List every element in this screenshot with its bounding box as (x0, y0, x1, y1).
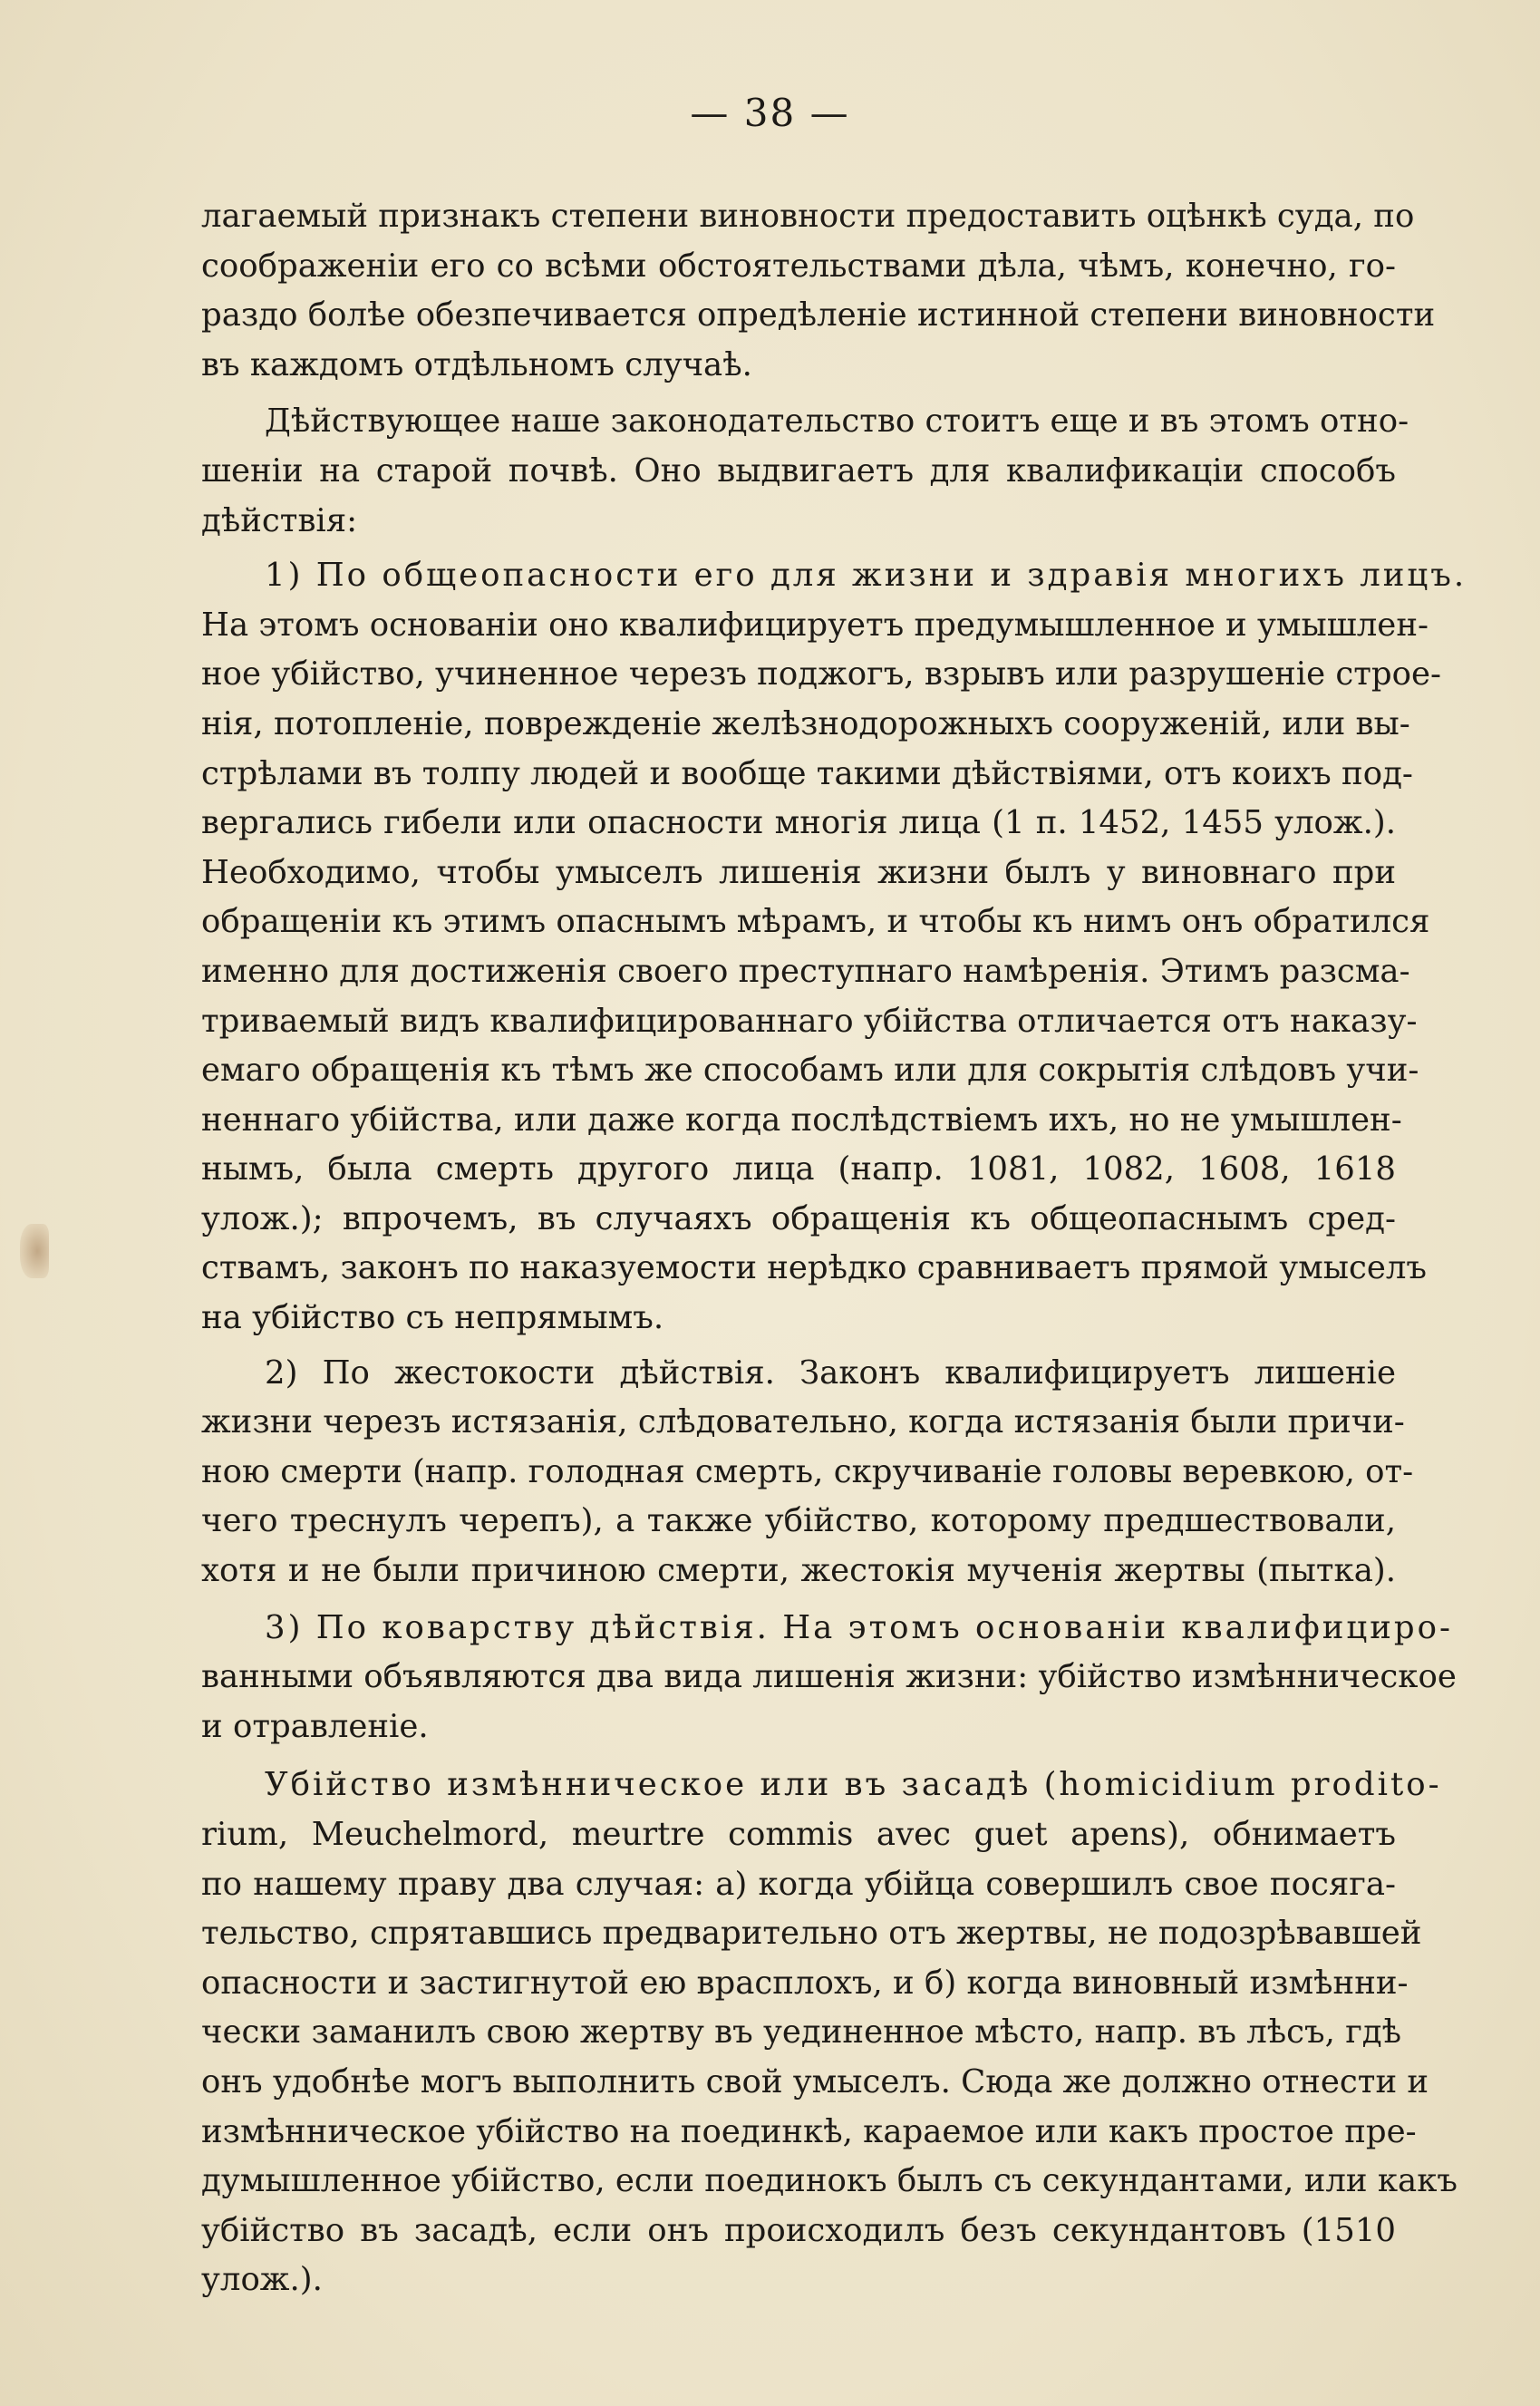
text-line: rium, Meuchelmord, meurtre commis avec guet apens), обнимаетъ (201, 1816, 1396, 1853)
text-line: хотя и не были причиною смерти, жестокія мученія жертвы (пытка). (201, 1552, 1396, 1590)
text-line: раздо болѣе обезпечивается опредѣленіе истинной степени виновности (201, 296, 1436, 335)
text-line: ною смерти (напр. голодная смерть, скручиваніе головы веревкою, от- (201, 1452, 1414, 1490)
text-line: чески заманилъ свою жертву въ уединенное мѣсто, напр. въ лѣсъ, гдѣ (201, 2013, 1402, 2052)
text-line: измѣнническое убійство на поединкѣ, караемое или какъ простое пре- (201, 2112, 1417, 2150)
text-line: жизни черезъ истязанія, слѣдовательно, когда истязанія были причи- (201, 1403, 1405, 1441)
text-line: опасности и застигнутой ею врасплохъ, и б) когда виновный измѣнни- (201, 1964, 1409, 2002)
text-line: стрѣлами въ толпу людей и вообще такими дѣйствіями, отъ коихъ под- (201, 754, 1413, 792)
text-line: шеніи на старой почвѣ. Оно выдвигаетъ для квалификаціи способъ (201, 451, 1396, 490)
text-line: обращеніи къ этимъ опаснымъ мѣрамъ, и чтобы къ нимъ онъ обратился (201, 903, 1430, 941)
text-line: соображеніи его со всѣми обстоятельствами дѣла, чѣмъ, конечно, го- (201, 247, 1396, 285)
text-line: На этомъ основаніи оно квалифицируетъ предумышленное и умышлен- (201, 606, 1429, 644)
paragraph-gap (201, 1751, 1396, 1761)
text-line: Необходимо, чтобы умыселъ лишенія жизни былъ у виновнаго при (201, 853, 1396, 891)
text-line: нымъ, была смерть другого лица (напр. 1081, 1082, 1608, 1618 (201, 1150, 1396, 1188)
text-line: чего треснулъ черепъ), а также убійство, которому предшествовали, (201, 1502, 1396, 1540)
text-line: Дѣйствующее наше законодательство стоитъ еще и въ этомъ отно- (265, 403, 1409, 441)
text-line: улож.); впрочемъ, въ случаяхъ обращенія къ общеопаснымъ сред- (201, 1199, 1396, 1237)
text-line: 1) По общеопасности его для жизни и здравія многихъ лицъ. (265, 557, 1467, 595)
text-line: 3) По коварству дѣйствія. На этомъ основаніи квалифициро- (265, 1608, 1453, 1646)
text-line: ное убійство, учиненное черезъ поджогъ, взрывъ или разрушеніе строе- (201, 655, 1441, 694)
text-line: лагаемый признакъ степени виновности предоставить оцѣнкѣ суда, по (201, 198, 1415, 235)
text-line: вергались гибели или опасности многія лица (1 п. 1452, 1455 улож.). (201, 804, 1396, 842)
text-line: по нашему праву два случая: а) когда убійца совершилъ свое посяга- (201, 1865, 1396, 1903)
ink-blot (20, 1224, 49, 1278)
text-line: думышленное убійство, если поединокъ былъ съ секундантами, или какъ (201, 2162, 1458, 2200)
text-line: именно для достиженія своего преступнаго намѣренія. Этимъ разсма- (201, 952, 1410, 990)
text-line: онъ удобнѣе могъ выполнить свой умыселъ. Сюда же должно отнести и (201, 2062, 1429, 2100)
text-line: и отравленіе. (201, 1707, 429, 1745)
body-text (201, 192, 1467, 2305)
text-line: на убійство съ непрямымъ. (201, 1299, 664, 1337)
text-line: нія, потопленіе, поврежденіе желѣзнодорожныхъ сооруженій, или вы- (201, 704, 1410, 742)
text-line: ствамъ, законъ по наказуемости нерѣдко сравниваетъ прямой умыселъ (201, 1249, 1428, 1287)
text-line: дѣйствія: (201, 501, 358, 539)
text-line: въ каждомъ отдѣльномъ случаѣ. (201, 345, 752, 383)
text-line: триваемый видъ квалифицированнаго убійства отличается отъ наказу- (201, 1002, 1418, 1040)
paragraph-gap (201, 390, 1396, 397)
text-line: тельство, спрятавшись предварительно отъ жертвы, не подозрѣвавшей (201, 1915, 1422, 1953)
paragraph-gap (201, 1596, 1396, 1604)
text-line: емаго обращенія къ тѣмъ же способамъ или для сокрытія слѣдовъ учи- (201, 1052, 1419, 1090)
text-line: убійство въ засадѣ, если онъ происходилъ безъ секундантовъ (1510 (201, 2211, 1396, 2249)
text-line: Убійство измѣнническое или въ засадѣ (homicidium prodito- (265, 1766, 1442, 1804)
text-line: 2) По жестокости дѣйствія. Законъ квалифицируетъ лишеніе (265, 1353, 1396, 1392)
text-line: неннаго убійства, или даже когда послѣдствіемъ ихъ, но не умышлен- (201, 1101, 1402, 1139)
text-line: ванными объявляются два вида лишенія жизни: убійство измѣнническое (201, 1658, 1457, 1696)
text-line: улож.). (201, 2261, 323, 2299)
page-number: — 38 — (690, 91, 850, 135)
